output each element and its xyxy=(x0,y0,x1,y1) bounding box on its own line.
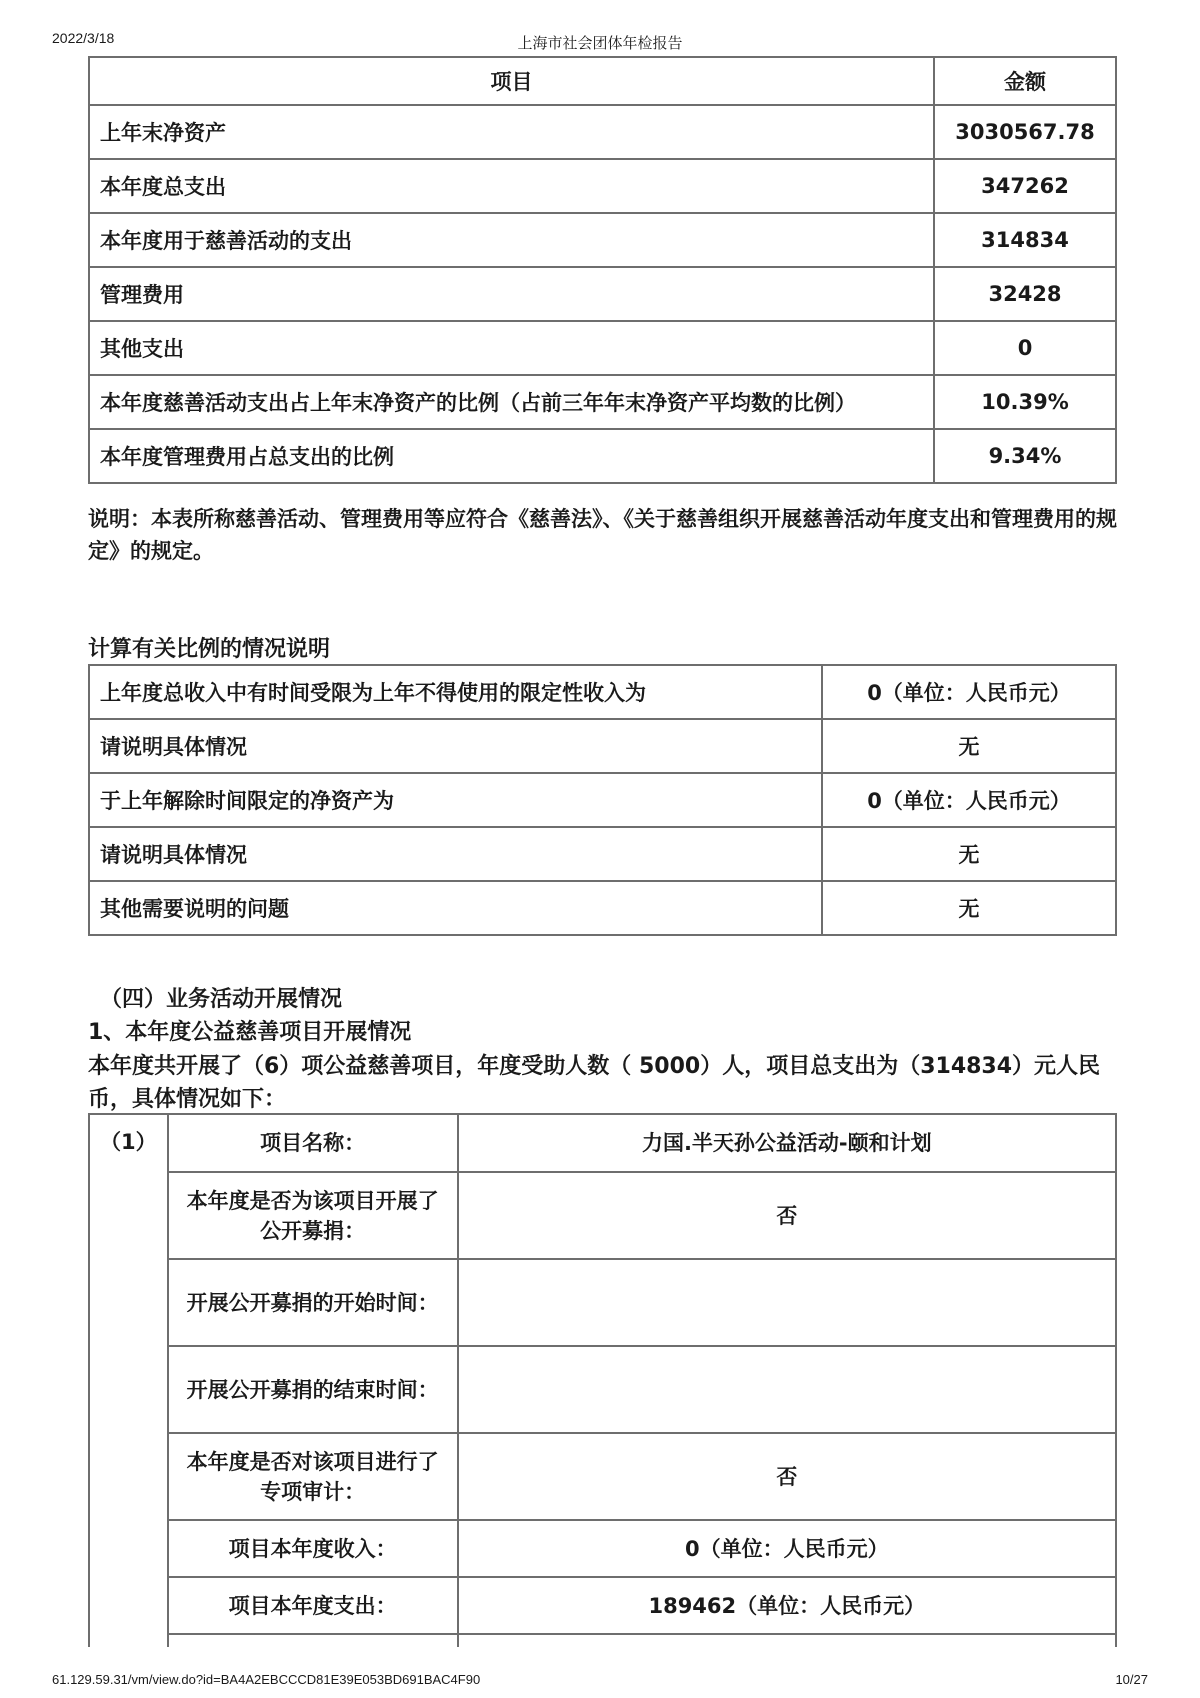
value-cell: 189462（单位：人民币元） xyxy=(458,1577,1116,1634)
project-table xyxy=(88,1113,1117,1647)
table-row xyxy=(89,773,1116,827)
document-title: 上海市社会团体年检报告 xyxy=(517,34,683,52)
table-header-row xyxy=(89,57,1116,105)
project-index: （1） xyxy=(89,1114,168,1647)
value-cell: 力国.半天孙公益活动-颐和计划 xyxy=(458,1114,1116,1172)
continued-cell xyxy=(458,1634,1116,1647)
label-cell: 本年度是否为该项目开展了公开募捐： xyxy=(168,1172,458,1259)
finance-table xyxy=(88,56,1117,484)
table-row xyxy=(89,665,1116,719)
footer-url: 61.129.59.31/vm/view.do?id=BA4A2EBCCCD81E39E053BD691BAC4F90 xyxy=(52,1672,481,1687)
amount-cell: 32428 xyxy=(934,267,1116,321)
value-cell: 无 xyxy=(822,881,1116,935)
label-cell: 开展公开募捐的开始时间： xyxy=(168,1259,458,1346)
label-cell: 项目本年度支出： xyxy=(168,1577,458,1634)
table-row xyxy=(89,1172,1116,1259)
item-cell: 本年度管理费用占总支出的比例 xyxy=(89,429,934,483)
table-row xyxy=(89,1520,1116,1577)
item-cell: 本年度慈善活动支出占上年末净资产的比例（占前三年年末净资产平均数的比例） xyxy=(89,375,934,429)
value-cell: 否 xyxy=(458,1172,1116,1259)
table-note: 说明：本表所称慈善活动、管理费用等应符合《慈善法》、《关于慈善组织开展慈善活动年度支出和管理费用的规定》的规定。 xyxy=(88,507,1117,563)
subsection-heading: 1、本年度公益慈善项目开展情况 xyxy=(88,1020,412,1045)
table-row xyxy=(89,321,1116,375)
print-date: 2022/3/18 xyxy=(52,30,115,46)
value-cell: 无 xyxy=(822,827,1116,881)
value-cell: 0（单位：人民币元） xyxy=(458,1520,1116,1577)
table-row xyxy=(89,827,1116,881)
table-row-continued xyxy=(89,1634,1116,1647)
amount-cell: 314834 xyxy=(934,213,1116,267)
table-row xyxy=(89,267,1116,321)
value-cell: 0（单位：人民币元） xyxy=(822,773,1116,827)
table-row xyxy=(89,105,1116,159)
table-row xyxy=(89,375,1116,429)
column-header-amount: 金额 xyxy=(934,57,1116,105)
label-cell: 上年度总收入中有时间受限为上年不得使用的限定性收入为 xyxy=(89,665,822,719)
label-cell: 请说明具体情况 xyxy=(89,827,822,881)
amount-cell: 10.39% xyxy=(934,375,1116,429)
calc-table xyxy=(88,664,1117,936)
amount-cell: 347262 xyxy=(934,159,1116,213)
value-cell xyxy=(458,1346,1116,1433)
label-cell: 其他需要说明的问题 xyxy=(89,881,822,935)
section-intro: 本年度共开展了（6）项公益慈善项目，年度受助人数（ 5000）人，项目总支出为（314834）元人民币，具体情况如下： xyxy=(88,1054,1101,1112)
item-cell: 本年度用于慈善活动的支出 xyxy=(89,213,934,267)
calc-section-title: 计算有关比例的情况说明 xyxy=(88,637,331,662)
label-cell: 项目名称： xyxy=(168,1114,458,1172)
item-cell: 本年度总支出 xyxy=(89,159,934,213)
label-cell: 于上年解除时间限定的净资产为 xyxy=(89,773,822,827)
table-row xyxy=(89,159,1116,213)
table-row xyxy=(89,719,1116,773)
value-cell xyxy=(458,1259,1116,1346)
item-cell: 其他支出 xyxy=(89,321,934,375)
continued-cell xyxy=(168,1634,458,1647)
table-row xyxy=(89,881,1116,935)
amount-cell: 9.34% xyxy=(934,429,1116,483)
table-row xyxy=(89,1433,1116,1520)
amount-cell: 0 xyxy=(934,321,1116,375)
table-row xyxy=(89,213,1116,267)
table-row xyxy=(89,429,1116,483)
label-cell: 本年度是否对该项目进行了专项审计： xyxy=(168,1433,458,1520)
table-row xyxy=(89,1346,1116,1433)
item-cell: 上年末净资产 xyxy=(89,105,934,159)
value-cell: 否 xyxy=(458,1433,1116,1520)
value-cell: 无 xyxy=(822,719,1116,773)
section-heading: （四）业务活动开展情况 xyxy=(100,987,343,1012)
value-cell: 0（单位：人民币元） xyxy=(822,665,1116,719)
column-header-item: 项目 xyxy=(89,57,934,105)
amount-cell: 3030567.78 xyxy=(934,105,1116,159)
label-cell: 请说明具体情况 xyxy=(89,719,822,773)
label-cell: 开展公开募捐的结束时间： xyxy=(168,1346,458,1433)
table-row xyxy=(89,1114,1116,1172)
page-number: 10/27 xyxy=(1115,1672,1148,1687)
table-row xyxy=(89,1577,1116,1634)
table-row xyxy=(89,1259,1116,1346)
item-cell: 管理费用 xyxy=(89,267,934,321)
label-cell: 项目本年度收入： xyxy=(168,1520,458,1577)
